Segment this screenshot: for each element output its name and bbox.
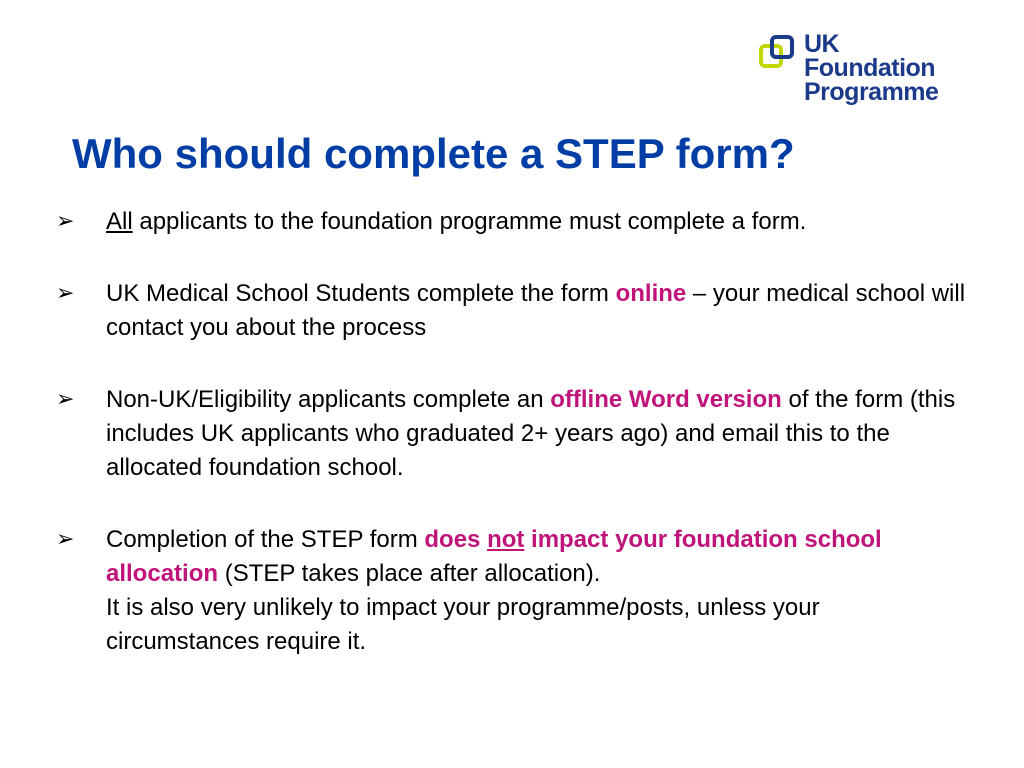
- bullet-uk-students: [56, 277, 976, 345]
- underlined-all: All: [106, 208, 133, 235]
- bullet-all-applicants: [56, 205, 976, 239]
- highlight-not: not: [487, 526, 525, 553]
- arrowhead-bullet-icon: ➢: [56, 209, 75, 234]
- arrowhead-bullet-icon: ➢: [56, 387, 75, 412]
- highlight-impact-allocation: impact your foundation school allocation: [106, 526, 882, 587]
- bullet-text-after: of the form (this includes UK applicants who graduated 2+ years ago) and email this to the allocated foundation school.: [106, 386, 956, 481]
- bullet-text-after: – your medical school will contact you about the process: [106, 280, 966, 341]
- bullet-step-completion: [56, 523, 976, 659]
- bullet-text: applicants to the foundation programme must complete a form.: [132, 208, 807, 235]
- highlight-offline-word-version: offline Word version: [550, 386, 782, 413]
- logo-line-programme: Programme: [804, 78, 939, 106]
- bullet-text-after: (STEP takes place after allocation).: [218, 560, 601, 587]
- uk-foundation-programme-logo: [758, 32, 978, 116]
- highlight-does: does: [424, 526, 488, 553]
- bullet-text-before: Completion of the STEP form: [106, 526, 425, 553]
- bullet-second-line: It is also very unlikely to impact your programme/posts, unless your circumstances require it.: [106, 594, 820, 655]
- slide-title: Who should complete a STEP form?: [72, 130, 795, 177]
- logo-line-uk: UK: [804, 30, 840, 58]
- arrowhead-bullet-icon: ➢: [56, 527, 75, 552]
- bullet-text-before: Non-UK/Eligibility applicants complete an: [106, 386, 551, 413]
- bullet-non-uk-applicants: [56, 383, 976, 485]
- bullet-text-before: UK Medical School Students complete the form: [106, 280, 616, 307]
- arrowhead-bullet-icon: ➢: [56, 281, 75, 306]
- logo-line-foundation: Foundation: [804, 54, 936, 82]
- bullet-list: [56, 205, 976, 659]
- logo-squares-icon: [758, 34, 802, 78]
- logo-wordmark: [804, 32, 938, 104]
- highlight-online: online: [615, 280, 687, 307]
